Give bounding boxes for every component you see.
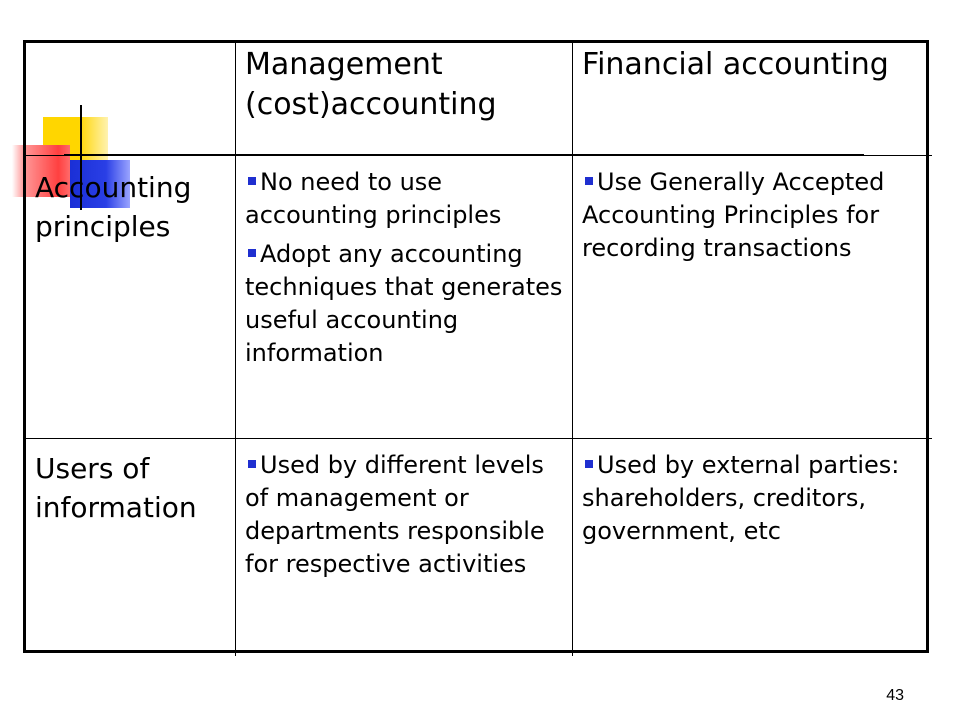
header-financial-accounting: Financial accounting [573,43,932,156]
financial-cell-principles [573,156,932,439]
square-bullet-icon [248,249,256,257]
row-label-accounting-principles: Accounting principles [35,171,192,243]
list-item [245,166,564,232]
financial-cell-users [573,439,932,656]
list-item-text: Used by different levels of management or departments responsible for respective activities [245,451,545,578]
row-label-cell [26,439,236,656]
list-item [582,166,924,265]
square-bullet-icon [585,460,593,468]
slide-number: 43 [886,687,904,704]
row-label-cell [26,156,236,439]
square-bullet-icon [585,177,593,185]
comparison-table [23,40,929,653]
list-item-text: Use Generally Accepted Accounting Principles for recording transactions [582,168,885,262]
management-cell-users [236,439,573,656]
list-item [245,238,564,370]
square-bullet-icon [248,460,256,468]
list-item [582,449,924,548]
header-cell-empty [26,43,236,156]
management-cell-principles [236,156,573,439]
header-management-accounting: Management (cost)accounting [236,43,573,156]
square-bullet-icon [248,177,256,185]
list-item-text: No need to use accounting principles [245,168,502,229]
list-item-text: Used by external parties: shareholders, creditors, government, etc [582,451,900,545]
row-label-users-of-information: Users of information [35,452,197,524]
list-item-text: Adopt any accounting techniques that generates useful accounting information [245,240,563,367]
list-item [245,449,564,581]
